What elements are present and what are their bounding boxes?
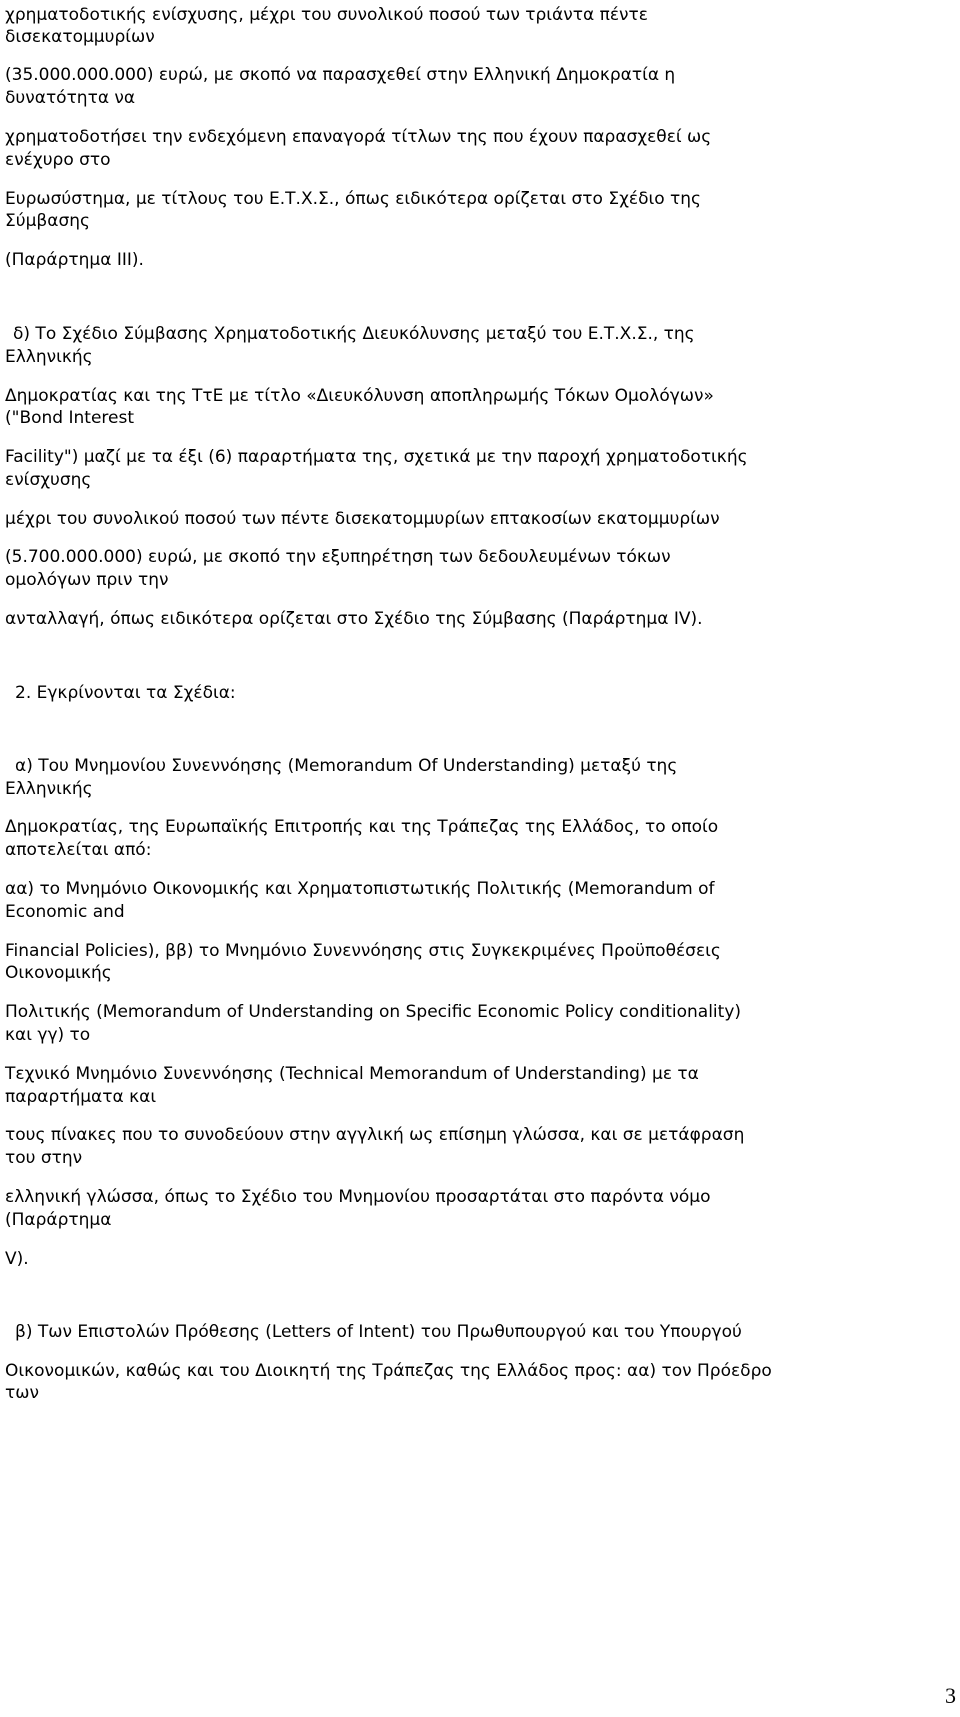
text-line: μέχρι του συνολικού ποσού των πέντε δισεκατομμυρίων επτακοσίων εκατομμυρίων (5, 509, 720, 529)
text-line: αα) το Μνημόνιο Οικονομικής και Χρηματοπιστωτικής Πολιτικής (Memorandum of (5, 879, 715, 899)
text-line: Economic and (5, 902, 125, 922)
text-line: ενέχυρο στο (5, 150, 111, 170)
text-line: ομολόγων πριν την (5, 570, 169, 590)
text-line: Δημοκρατίας, της Ευρωπαϊκής Επιτροπής και της Τράπεζας της Ελλάδος, το οποίο (5, 817, 719, 837)
text-line: Δημοκρατίας και της ΤτΕ με τίτλο «Διευκόλυνση αποπληρωμής Τόκων Ομολόγων» (5, 386, 714, 406)
text-line: α) Του Μνημονίου Συνεννόησης (Memorandum Of Understanding) μεταξύ της (15, 756, 678, 776)
text-line: ελληνική γλώσσα, όπως το Σχέδιο του Μνημονίου προσαρτάται στο παρόντα νόμο (5, 1187, 711, 1207)
text-line: (Παράρτημα ΙΙΙ). (5, 250, 144, 270)
text-line: Ελληνικής (5, 779, 93, 799)
text-line: δυνατότητα να (5, 88, 136, 108)
text-line: των (5, 1383, 39, 1403)
text-line: V). (5, 1249, 29, 1269)
text-line: χρηματοδοτικής ενίσχυσης, μέχρι του συνολικού ποσού των τριάντα πέντε (5, 5, 648, 25)
text-line: δ) Το Σχέδιο Σύμβασης Χρηματοδοτικής Διευκόλυνσης μεταξύ του Ε.Τ.Χ.Σ., της (13, 324, 695, 344)
text-line: (Παράρτημα (5, 1210, 112, 1230)
text-line: Οικονομικής (5, 963, 112, 983)
text-line: Πολιτικής (Memorandum of Understanding on Specific Economic Policy conditionality) (5, 1002, 742, 1022)
text-line: 2. Εγκρίνονται τα Σχέδια: (15, 683, 236, 703)
text-line: ενίσχυσης (5, 470, 92, 490)
text-line: Οικονομικών, καθώς και του Διοικητή της Τράπεζας της Ελλάδος προς: αα) τον Πρόεδρο (5, 1361, 772, 1381)
text-line: β) Των Επιστολών Πρόθεσης (Letters of Intent) του Πρωθυπουργού και του Υπουργού (15, 1322, 742, 1342)
text-line: Financial Policies), ββ) το Μνημόνιο Συνεννόησης στις Συγκεκριμένες Προϋποθέσεις (5, 941, 721, 961)
text-line: παραρτήματα και (5, 1087, 157, 1107)
text-line: χρηματοδοτήσει την ενδεχόμενη επαναγορά τίτλων της που έχουν παρασχεθεί ως (5, 127, 712, 147)
text-line: (5.700.000.000) ευρώ, με σκοπό την εξυπηρέτηση των δεδουλευμένων τόκων (5, 547, 671, 567)
text-line: ανταλλαγή, όπως ειδικότερα ορίζεται στο Σχέδιο της Σύμβασης (Παράρτημα IV). (5, 609, 703, 629)
text-line: τους πίνακες που το συνοδεύουν στην αγγλική ως επίσημη γλώσσα, και σε μετάφραση (5, 1125, 745, 1145)
text-line: και γγ) το (5, 1025, 91, 1045)
text-line: Σύμβασης (5, 211, 90, 231)
text-line: Ελληνικής (5, 347, 93, 367)
page-number: 3 (945, 1683, 956, 1708)
text-line: αποτελείται από: (5, 840, 152, 860)
text-line: (35.000.000.000) ευρώ, με σκοπό να παρασχεθεί στην Ελληνική Δημοκρατία η (5, 65, 676, 85)
text-line: Facility") μαζί με τα έξι (6) παραρτήματα της, σχετικά με την παροχή χρηματοδοτικής (5, 447, 748, 467)
text-line: ("Bond Interest (5, 408, 134, 428)
text-line: δισεκατομμυρίων (5, 27, 155, 47)
text-line: Ευρωσύστημα, με τίτλους του Ε.Τ.Χ.Σ., όπως ειδικότερα ορίζεται στο Σχέδιο της (5, 189, 702, 209)
text-line: Τεχνικό Μνημόνιο Συνεννόησης (Technical Memorandum of Understanding) με τα (5, 1064, 699, 1084)
text-line: του στην (5, 1148, 83, 1168)
